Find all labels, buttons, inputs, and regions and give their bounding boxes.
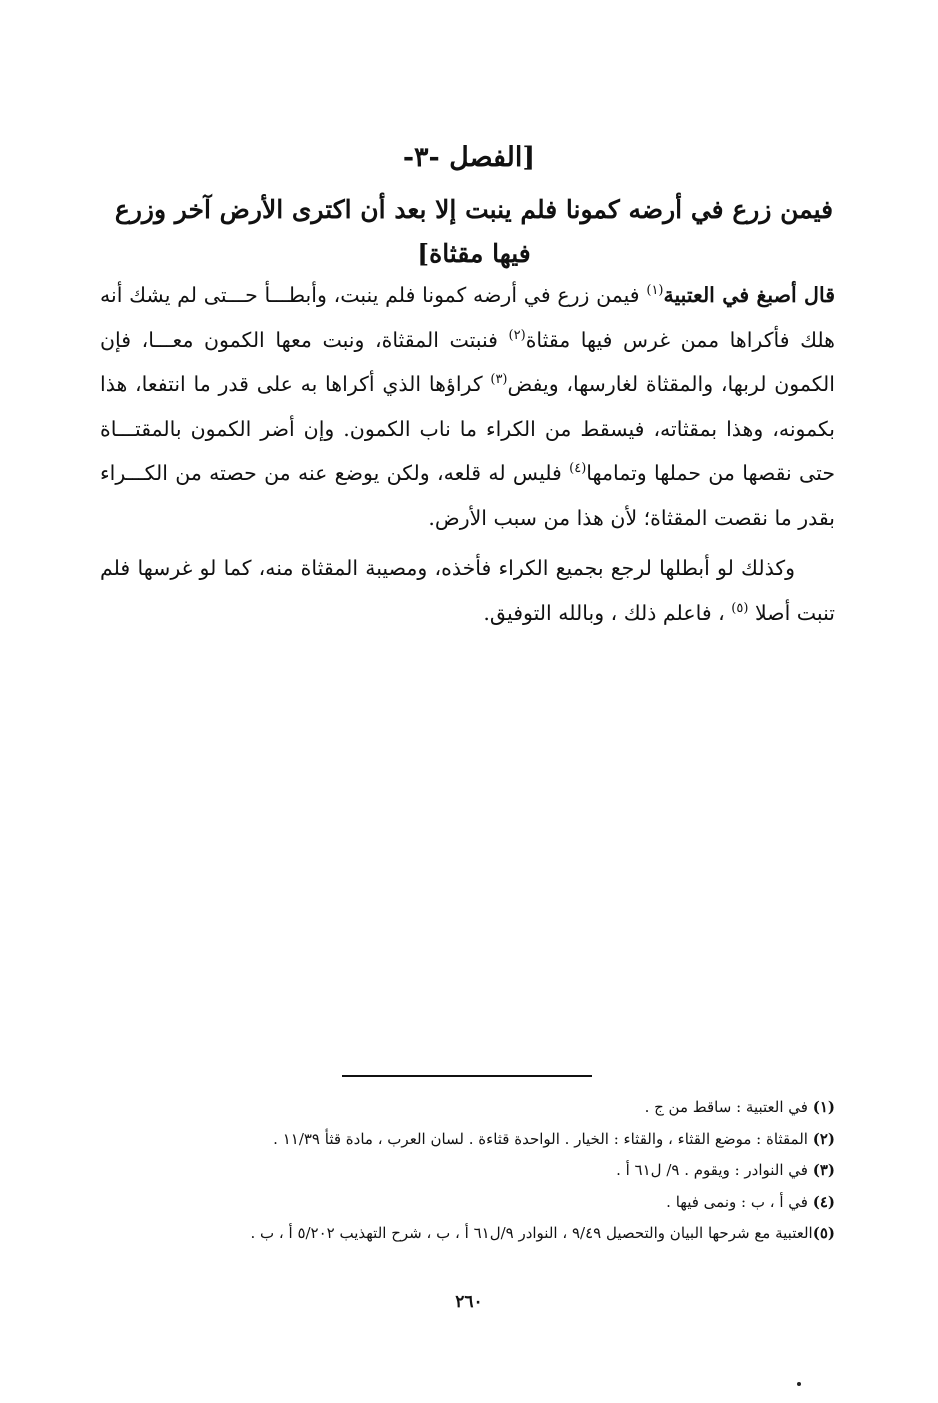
footnote-text: في العتبية : ساقط من ج . <box>644 1098 813 1116</box>
footnote-number: (٣) <box>812 1161 835 1179</box>
footnote-number: (٢) <box>812 1129 835 1148</box>
paragraph-1-text-b: فنبتت المقثاة، ونبت معها الكمون معـــا، فإن الكمون لربها، والمقثاة لغارسها، ويفض <box>100 327 835 396</box>
paragraph-2-text-b: ، فاعلم ذلك ، وبالله التوفيق. <box>483 600 732 625</box>
footnote-ref-1: (١) <box>646 283 664 299</box>
footnotes <box>120 1092 835 1250</box>
footnote-number: (٤) <box>812 1192 835 1211</box>
footnote-ref-5: (٥) <box>731 600 749 616</box>
paragraph-1 <box>100 273 835 540</box>
footnote-text: العتبية مع شرحها البيان والتحصيل ٩/٤٩ ، النوادر ٩/ل٦١ أ ، ب ، شرح التهذيب ٥/٢٠٢ أ ، ب . <box>250 1224 813 1242</box>
footnote-number: (١) <box>812 1098 835 1116</box>
footnote-ref-3: (٣) <box>490 372 508 388</box>
footnote-2 <box>120 1124 835 1156</box>
footnote-text: في أ ، ب : ونمى فيها . <box>666 1192 813 1211</box>
footnote-text: في النوادر : ويقوم . ٩/ ل٦١ أ . <box>616 1161 813 1179</box>
paragraph-2 <box>100 546 835 635</box>
page-number: ٢٦٠ <box>455 1292 483 1312</box>
footnote-3 <box>120 1155 835 1187</box>
footnote-text: المقثاة : موضع القثاء ، والقثاء : الخيار . الواحدة قثاءة . لسان العرب ، مادة قثأ ١١/٣٩ . <box>273 1129 813 1148</box>
paragraph-1-text-a: فيمن زرع في أرضه كمونا فلم ينبت، وأبطـــأ حـــتى لم يشك أنه هلك فأكراها ممن غرس فيها مقثاة <box>100 283 835 352</box>
main-text <box>100 273 835 635</box>
chapter-heading: [الفصل -٣- <box>402 142 536 173</box>
paragraph-2-text-a: وكذلك لو أبطلها لرجع بجميع الكراء فأخذه، ومصيبة المقثاة منه، كما لو غرسها فلم تنبت أصلا <box>100 556 835 625</box>
footnote-4 <box>120 1187 835 1219</box>
footnote-number: (٥) <box>812 1224 835 1242</box>
footnote-ref-4: (٤) <box>569 461 587 477</box>
paragraph-1-text-d: فليس له قلعه، ولكن يوضع عنه من حصته من الكـــراء بقدر ما نقصت المقثاة؛ لأن هذا من سبب الأرض. <box>100 461 835 530</box>
paragraph-1-text-c: كراؤها الذي أكراها به على قدر ما انتفعا، هذا بكمونه، وهذا بمقثاته، فيسقط من الكراء ما ناب الكمون. وإن أضر الكمون بالمقتـــاة حتى نقصها من حملها وتمامها <box>100 372 836 485</box>
footnote-separator <box>342 1075 592 1077</box>
footnote-ref-2: (٢) <box>508 327 526 343</box>
scan-speck <box>797 1382 801 1386</box>
footnote-5 <box>120 1218 835 1250</box>
footnote-1 <box>120 1092 835 1124</box>
paragraph-1-speaker: قال أصبغ في العتبية <box>663 283 835 307</box>
chapter-subtitle: فيمن زرع في أرضه كمونا فلم ينبت إلا بعد أن اكترى الأرض آخر وزرع فيها مقثاة] <box>114 195 834 268</box>
